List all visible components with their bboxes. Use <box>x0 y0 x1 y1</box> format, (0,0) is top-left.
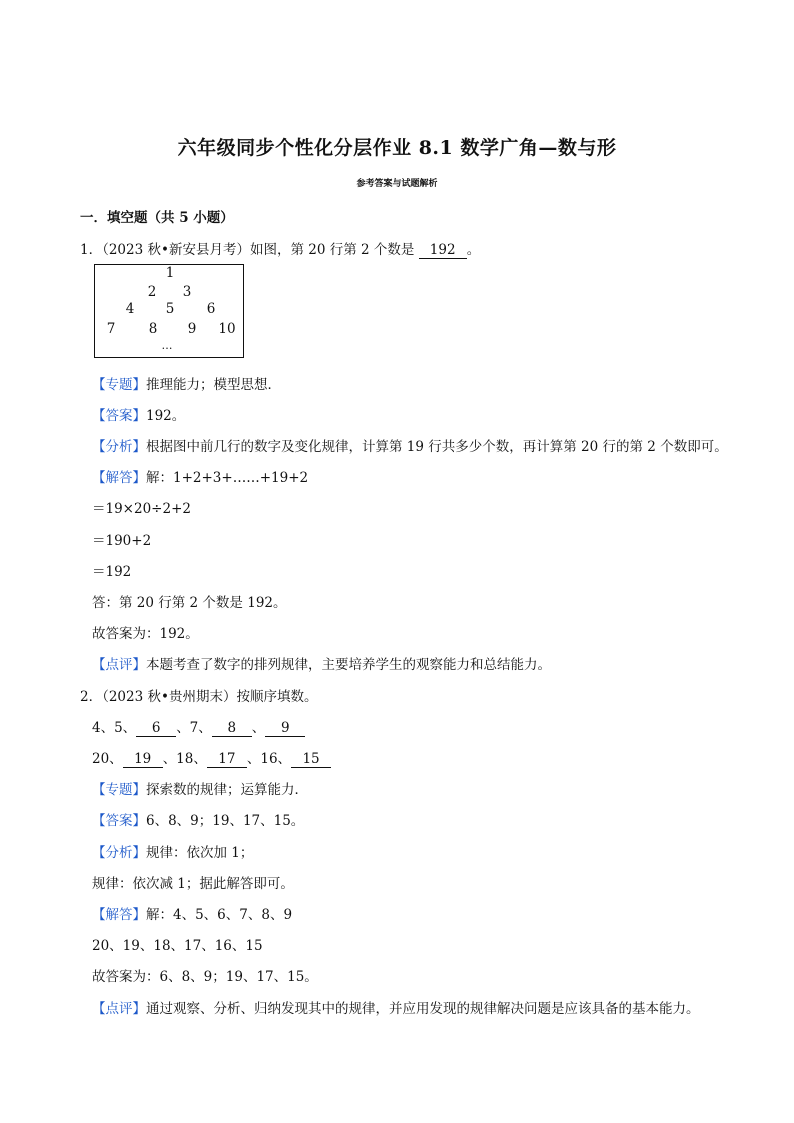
label-zhuanti: 【专题】 <box>92 782 146 798</box>
triangle-ellipsis: … <box>161 339 173 352</box>
q2-row1-blank-2: 8 <box>212 721 252 737</box>
triangle-number: 7 <box>106 321 116 337</box>
q2-row2-blank-1: 19 <box>123 752 163 768</box>
q1-stem <box>80 238 480 259</box>
q1-stem-text: 1．（2023 秋•新安县月考）如图，第 20 行第 2 个数是 <box>80 242 415 258</box>
q2-row2-blank-2: 17 <box>207 752 247 768</box>
label-zhuanti: 【专题】 <box>92 377 146 393</box>
q1-jieda-text: 解：1+2+3+……+19+2 <box>146 470 309 486</box>
q1-dianping <box>92 653 551 673</box>
number-triangle-figure <box>94 264 244 358</box>
q2-row1-prefix: 4、5、 <box>92 720 137 736</box>
q2-zhuanti <box>92 778 308 798</box>
q1-daan-text: 192。 <box>146 408 186 424</box>
q2-row1-blank-1: 6 <box>136 721 176 737</box>
q2-jieda <box>92 903 292 923</box>
q1-fenxi <box>92 435 728 455</box>
q2-row-2 <box>92 747 331 768</box>
q2-row2-prefix: 20、 <box>92 751 123 767</box>
q2-row2-sep-2: 、16、 <box>246 751 292 767</box>
label-daan: 【答案】 <box>92 408 146 424</box>
q2-fenxi <box>92 841 253 861</box>
q2-row1-sep-1: 、7、 <box>176 720 212 736</box>
q2-dianping-text: 通过观察、分析、归纳发现其中的规律，并应用发现的规律解决问题是应该具备的基本能力。 <box>146 1001 700 1017</box>
q2-daan <box>92 809 304 829</box>
q1-step-1: ＝19×20÷2+2 <box>92 501 191 517</box>
q2-row-1 <box>92 716 305 737</box>
label-daan: 【答案】 <box>92 813 146 829</box>
triangle-number: 4 <box>125 301 135 317</box>
q2-row2-sep-1: 、18、 <box>162 751 207 767</box>
q2-stem: 2．（2023 秋•贵州期末）按顺序填数。 <box>80 689 318 705</box>
q2-daan-text: 6、8、9；19、17、15。 <box>146 813 305 829</box>
triangle-number: 3 <box>182 284 192 300</box>
triangle-number: 5 <box>165 301 175 317</box>
q1-zhuanti-text: 推理能力；模型思想． <box>146 377 281 393</box>
q1-daan <box>92 404 185 424</box>
q1-answer-blank: 192 <box>419 243 467 259</box>
triangle-number: 2 <box>147 284 157 300</box>
q1-answer-statement: 答：第 20 行第 2 个数是 192。 <box>92 595 287 611</box>
q1-stem-suffix: 。 <box>466 242 481 258</box>
triangle-number: 10 <box>218 321 236 337</box>
section-heading: 一．填空题（共 5 小题） <box>80 210 234 226</box>
q2-jieda-text: 解：4、5、6、7、8、9 <box>146 907 293 923</box>
triangle-number: 8 <box>148 321 158 337</box>
q1-jieda <box>92 466 308 486</box>
label-fenxi: 【分析】 <box>92 845 146 861</box>
q2-row1-blank-3: 9 <box>265 721 305 737</box>
q2-fenxi-continued: 规律：依次减 1；据此解答即可。 <box>92 876 294 892</box>
label-jieda: 【解答】 <box>92 470 146 486</box>
q1-step-3: ＝192 <box>92 564 132 580</box>
triangle-number: 9 <box>187 321 197 337</box>
label-dianping: 【点评】 <box>92 657 146 673</box>
label-fenxi: 【分析】 <box>92 439 146 455</box>
q1-final-answer: 故答案为：192。 <box>92 626 199 642</box>
page-subtitle: 参考答案与试题解析 <box>356 179 438 189</box>
q1-zhuanti <box>92 373 281 393</box>
q2-fenxi-text: 规律：依次加 1； <box>146 845 254 861</box>
q2-row1-sep-2: 、 <box>251 720 266 736</box>
q2-dianping <box>92 997 700 1017</box>
label-dianping: 【点评】 <box>92 1001 146 1017</box>
q2-row2-blank-3: 15 <box>291 752 331 768</box>
triangle-number: 6 <box>206 301 216 317</box>
q1-fenxi-text: 根据图中前几行的数字及变化规律，计算第 19 行共多少个数，再计算第 20 行的第 2 个数即可。 <box>146 439 728 455</box>
label-jieda: 【解答】 <box>92 907 146 923</box>
q2-final-answer: 故答案为：6、8、9；19、17、15。 <box>92 969 318 985</box>
triangle-number: 1 <box>165 265 175 281</box>
q1-dianping-text: 本题考查了数字的排列规律，主要培养学生的观察能力和总结能力。 <box>146 657 551 673</box>
q2-sequence-2: 20、19、18、17、16、15 <box>92 938 263 954</box>
q1-step-2: ＝190+2 <box>92 533 152 549</box>
page-title: 六年级同步个性化分层作业 8.1 数学广角—数与形 <box>177 137 617 159</box>
q2-zhuanti-text: 探索数的规律；运算能力． <box>146 782 308 798</box>
